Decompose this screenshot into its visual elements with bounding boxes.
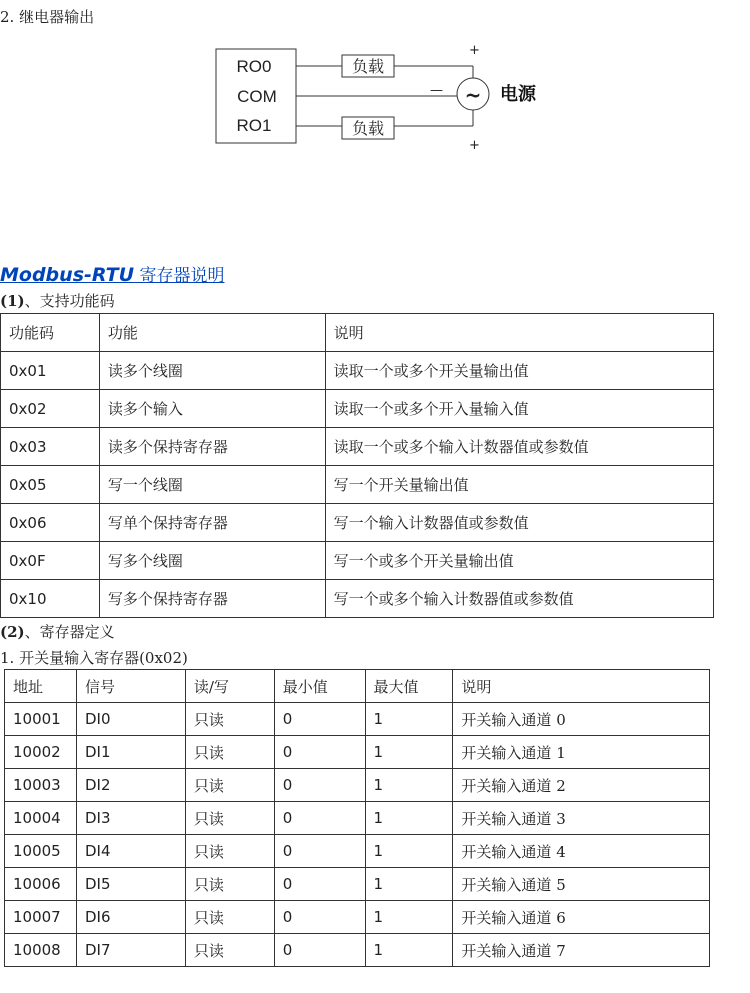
- modbus-rtu-heading-link[interactable]: [0, 261, 224, 286]
- cell-max: 1: [365, 769, 453, 802]
- cell-max: 1: [365, 703, 453, 736]
- table-row: [1, 466, 714, 504]
- cell-description: 写一个输入计数器值或参数值: [325, 504, 713, 542]
- cell-function: 写一个线圈: [99, 466, 325, 504]
- header-cell: 读/写: [185, 670, 274, 703]
- cell-min: 0: [274, 703, 365, 736]
- table-header-row: [1, 314, 714, 352]
- table-row: [1, 428, 714, 466]
- load-label-bottom: 负载: [351, 119, 385, 138]
- cell-rw: 只读: [185, 769, 274, 802]
- cell-function: 写多个线圈: [99, 542, 325, 580]
- table-row: [5, 901, 710, 934]
- table-row: [1, 504, 714, 542]
- cell-function: 写多个保持寄存器: [99, 580, 325, 618]
- table-row: [5, 736, 710, 769]
- header-cell: 最大值: [365, 670, 453, 703]
- table-row: [1, 390, 714, 428]
- table-row: [5, 868, 710, 901]
- table-header-row: [5, 670, 710, 703]
- terminal-com: COM: [237, 87, 277, 106]
- cell-max: 1: [365, 736, 453, 769]
- cell-description: 开关输入通道 3: [453, 802, 710, 835]
- cell-signal: DI0: [76, 703, 185, 736]
- cell-description: 写一个或多个开关量输出值: [325, 542, 713, 580]
- minus-sign: —: [430, 83, 443, 98]
- header-cell: 功能: [99, 314, 325, 352]
- cell-code: 0x10: [1, 580, 100, 618]
- modbus-heading-rest: 寄存器说明: [134, 266, 225, 286]
- plus-bottom: +: [469, 138, 480, 153]
- cell-code: 0x01: [1, 352, 100, 390]
- cell-description: 读取一个或多个输入计数器值或参数值: [325, 428, 713, 466]
- cell-code: 0x03: [1, 428, 100, 466]
- section-register-definition: [0, 621, 115, 642]
- terminal-ro1: RO1: [236, 116, 272, 135]
- cell-min: 0: [274, 901, 365, 934]
- table-row: [5, 934, 710, 967]
- cell-code: 0x05: [1, 466, 100, 504]
- cell-address: 10001: [5, 703, 77, 736]
- cell-function: 读多个线圈: [99, 352, 325, 390]
- cell-rw: 只读: [185, 736, 274, 769]
- cell-max: 1: [365, 802, 453, 835]
- table-row: [5, 802, 710, 835]
- cell-rw: 只读: [185, 934, 274, 967]
- table-row: [5, 703, 710, 736]
- section1-label: 、支持功能码: [24, 292, 115, 310]
- cell-rw: 只读: [185, 703, 274, 736]
- cell-address: 10008: [5, 934, 77, 967]
- table-row: [5, 769, 710, 802]
- cell-address: 10003: [5, 769, 77, 802]
- cell-address: 10007: [5, 901, 77, 934]
- cell-min: 0: [274, 736, 365, 769]
- cell-min: 0: [274, 769, 365, 802]
- relay-wiring-diagram: [0, 30, 750, 170]
- section2-label: 、寄存器定义: [24, 623, 115, 641]
- modbus-heading-bold: Modbus-RTU: [0, 264, 135, 286]
- cell-max: 1: [365, 868, 453, 901]
- section-supported-function-codes: [0, 290, 115, 311]
- cell-function: 写单个保持寄存器: [99, 504, 325, 542]
- load-label-top: 负载: [351, 57, 385, 76]
- header-cell: 功能码: [1, 314, 100, 352]
- cell-address: 10006: [5, 868, 77, 901]
- cell-function: 读多个输入: [99, 390, 325, 428]
- cell-description: 读取一个或多个开入量输入值: [325, 390, 713, 428]
- cell-max: 1: [365, 934, 453, 967]
- cell-signal: DI1: [76, 736, 185, 769]
- cell-address: 10005: [5, 835, 77, 868]
- cell-signal: DI4: [76, 835, 185, 868]
- header-cell: 信号: [76, 670, 185, 703]
- cell-signal: DI2: [76, 769, 185, 802]
- cell-description: 开关输入通道 0: [453, 703, 710, 736]
- power-source-label: 电源: [500, 84, 536, 105]
- cell-description: 开关输入通道 6: [453, 901, 710, 934]
- cell-description: 开关输入通道 1: [453, 736, 710, 769]
- cell-max: 1: [365, 901, 453, 934]
- section2-num: (2): [0, 623, 25, 641]
- cell-description: 写一个开关量输出值: [325, 466, 713, 504]
- cell-signal: DI7: [76, 934, 185, 967]
- table-row: [1, 580, 714, 618]
- table-row: [5, 835, 710, 868]
- cell-min: 0: [274, 802, 365, 835]
- table-row: [1, 542, 714, 580]
- cell-max: 1: [365, 835, 453, 868]
- section-title-relay-output: 2. 继电器输出: [0, 8, 95, 26]
- cell-code: 0x0F: [1, 542, 100, 580]
- digital-input-register-table: [4, 669, 710, 967]
- cell-function: 读多个保持寄存器: [99, 428, 325, 466]
- section-digital-input-registers: 1. 开关量输入寄存器(0x02): [0, 649, 188, 667]
- terminal-ro0: RO0: [236, 57, 272, 76]
- cell-rw: 只读: [185, 868, 274, 901]
- cell-min: 0: [274, 835, 365, 868]
- header-cell: 说明: [325, 314, 713, 352]
- cell-min: 0: [274, 868, 365, 901]
- cell-min: 0: [274, 934, 365, 967]
- cell-description: 读取一个或多个开关量输出值: [325, 352, 713, 390]
- cell-signal: DI5: [76, 868, 185, 901]
- cell-address: 10004: [5, 802, 77, 835]
- table-row: [1, 352, 714, 390]
- cell-description: 开关输入通道 4: [453, 835, 710, 868]
- cell-rw: 只读: [185, 835, 274, 868]
- section1-num: (1): [0, 292, 25, 310]
- cell-code: 0x06: [1, 504, 100, 542]
- cell-code: 0x02: [1, 390, 100, 428]
- header-cell: 最小值: [274, 670, 365, 703]
- cell-rw: 只读: [185, 901, 274, 934]
- cell-description: 写一个或多个输入计数器值或参数值: [325, 580, 713, 618]
- cell-signal: DI6: [76, 901, 185, 934]
- cell-rw: 只读: [185, 802, 274, 835]
- header-cell: 说明: [453, 670, 710, 703]
- function-code-table: [0, 313, 714, 618]
- header-cell: 地址: [5, 670, 77, 703]
- cell-description: 开关输入通道 2: [453, 769, 710, 802]
- plus-top: +: [469, 43, 480, 58]
- ac-wave-icon: ~: [464, 83, 482, 107]
- cell-address: 10002: [5, 736, 77, 769]
- cell-description: 开关输入通道 7: [453, 934, 710, 967]
- cell-signal: DI3: [76, 802, 185, 835]
- cell-description: 开关输入通道 5: [453, 868, 710, 901]
